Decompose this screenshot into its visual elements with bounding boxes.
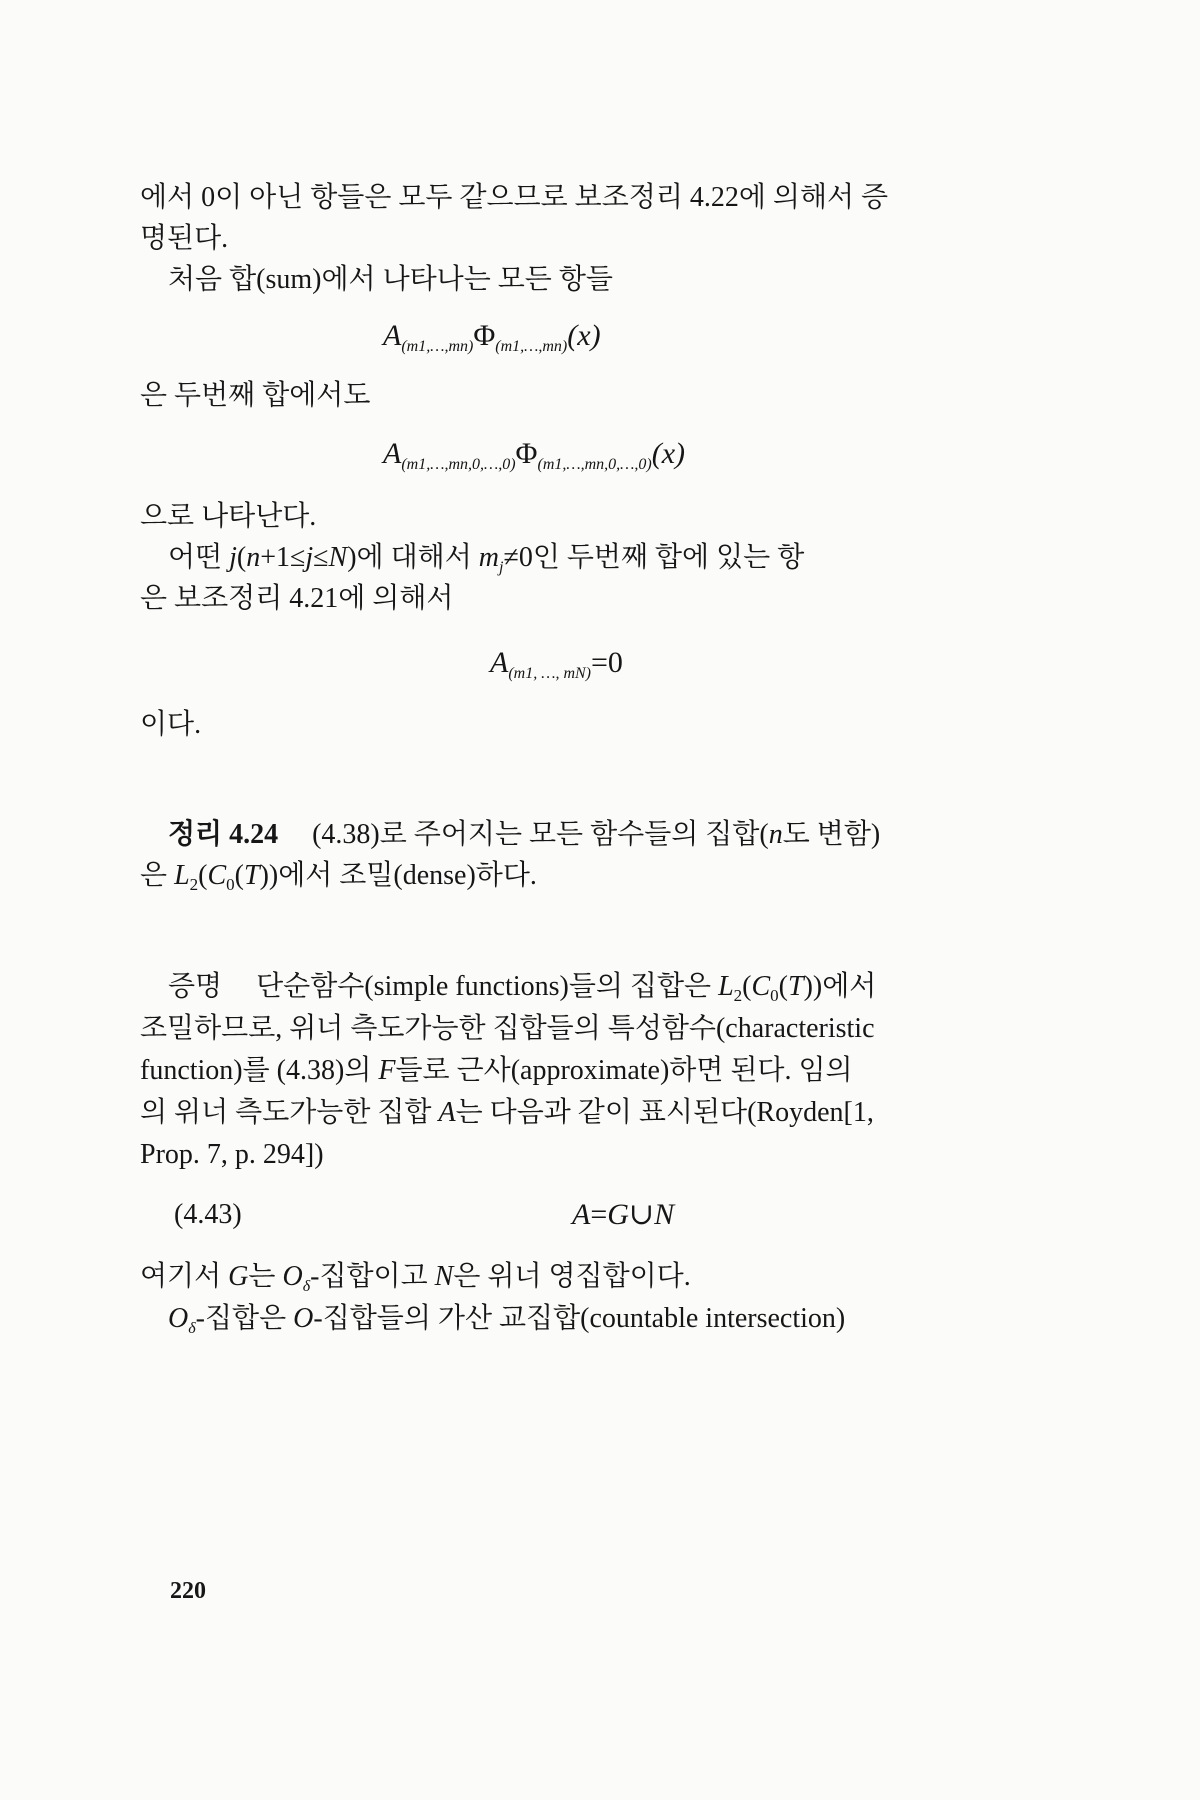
theorem-statement: 정리 4.24 (4.38)로 주어지는 모든 함수들의 집합(n도 변함) [168,819,881,850]
text-line: $O_\delta-$집합은 O-집합들의 가산 교집합(countable intersection) [168,1303,846,1337]
proof-start: 증명 단순함수(simple functions)들의 집합은 $L_2(C_0(T))$에서 [168,971,877,1005]
equation-4-43: A=G∪N [572,1198,675,1231]
equation-number: (4.43) [174,1199,242,1230]
text-line: 처음 합(sum)에서 나타나는 모든 항들 [168,264,613,295]
text-line: 어떤 j(n+1≤j≤N)에 대해서 $m_j\ne 0$인 두번째 합에 있는 항 [168,542,805,576]
formula-1: $A_{(m1,\dots,mn)}\Phi_{(m1,\dots,mn)}(x)$ [383,319,601,355]
proof-label: 증명 [168,971,223,1002]
text-line: 이다. [140,709,202,740]
text-line: 여기서 G는 $O_\delta-$집합이고 N은 위너 영집합이다. [140,1261,691,1295]
theorem-label: 정리 [168,819,223,850]
text-line: 에서 0이 아닌 항들은 모두 같으므로 보조정리 4.22에 의해서 증 [140,182,889,213]
text-line: 은 두번째 합에서도 [140,380,371,411]
text-line: 조밀하므로, 위너 측도가능한 집합들의 특성함수(characteristic [140,1013,875,1044]
text-line: 으로 나타난다. [140,501,317,532]
text-line: Prop. 7, p. 294]) [140,1139,324,1170]
formula-3: $A_{(m1, \dots, mN)}=0$ [490,646,623,682]
page-number: 220 [170,1578,206,1604]
text-line: 은 보조정리 4.21에 의해서 [140,583,454,614]
text-line: 은 $L_2(C_0(T))$에서 조밀(dense)하다. [140,860,537,894]
theorem-number: 4.24 [229,819,279,850]
text-line: 의 위너 측도가능한 집합 A는 다음과 같이 표시된다(Royden[1, [140,1097,874,1128]
text-line: 명된다. [140,223,229,254]
formula-2: $A_{(m1,\dots,mn,0,\dots,0)}\Phi_{(m1,\dots,mn,0,\dots,0)}(x)$ [383,437,685,473]
text-line: function)를 (4.38)의 F들로 근사(approximate)하면 된다. 임의 [140,1055,853,1086]
